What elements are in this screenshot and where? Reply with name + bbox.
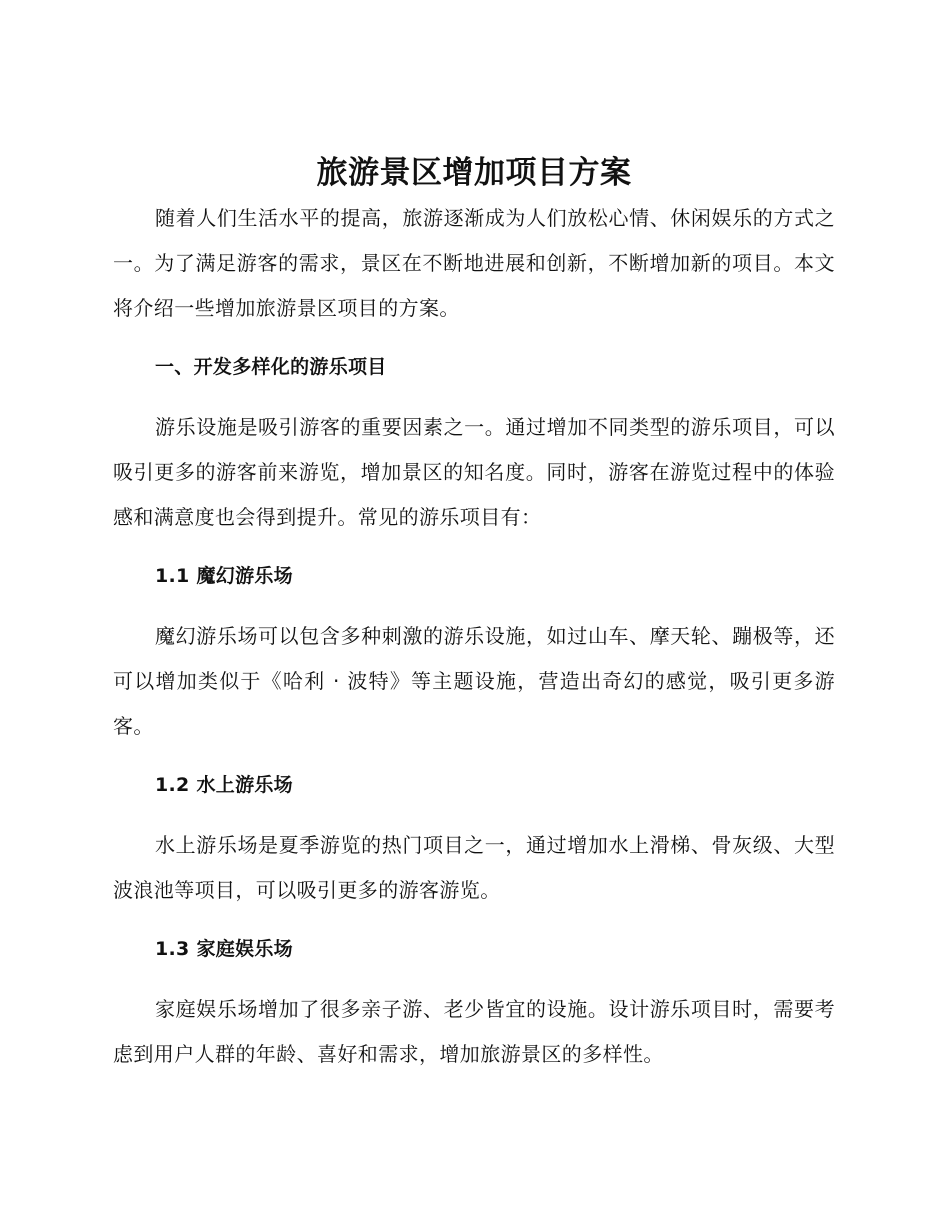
spacer xyxy=(113,749,835,763)
spacer xyxy=(113,972,835,987)
subsection-heading-1-3: 1.3 家庭娱乐场 xyxy=(155,938,293,960)
document-title: 旅游景区增加项目方案 xyxy=(316,155,632,191)
spacer xyxy=(113,331,835,345)
spacer xyxy=(113,599,835,614)
subsection-1-1-paragraph: 魔幻游乐场可以包含多种刺激的游乐设施，如过山车、摩天轮、蹦极等，还可以增加类似于《哈利 · 波特》等主题设施，营造出奇幻的感觉，吸引更多游客。 xyxy=(113,624,835,738)
section-heading-1: 一、开发多样化的游乐项目 xyxy=(155,356,387,378)
document-page xyxy=(113,150,835,1077)
spacer xyxy=(113,808,835,823)
intro-paragraph: 随着人们生活水平的提高，旅游逐渐成为人们放松心情、休闲娱乐的方式之一。为了满足游客的需求，景区在不断地进展和创新，不断增加新的项目。本文将介绍一些增加旅游景区项目的方案。 xyxy=(113,206,835,320)
subsection-1-2-paragraph: 水上游乐场是夏季游览的热门项目之一，通过增加水上滑梯、骨灰级、大型波浪池等项目，可以吸引更多的游客游览。 xyxy=(113,833,835,902)
spacer xyxy=(113,540,835,554)
section-1-paragraph: 游乐设施是吸引游客的重要因素之一。通过增加不同类型的游乐项目，可以吸引更多的游客前来游览，增加景区的知名度。同时，游客在游览过程中的体验感和满意度也会得到提升。常见的游乐项目有： xyxy=(113,415,835,529)
subsection-heading-1-1: 1.1 魔幻游乐场 xyxy=(155,565,293,587)
subsection-heading-1-2: 1.2 水上游乐场 xyxy=(155,774,293,796)
subsection-1-3-paragraph: 家庭娱乐场增加了很多亲子游、老少皆宜的设施。设计游乐项目时，需要考虑到用户人群的年龄、喜好和需求，增加旅游景区的多样性。 xyxy=(113,997,835,1066)
spacer xyxy=(113,390,835,405)
spacer xyxy=(113,913,835,927)
